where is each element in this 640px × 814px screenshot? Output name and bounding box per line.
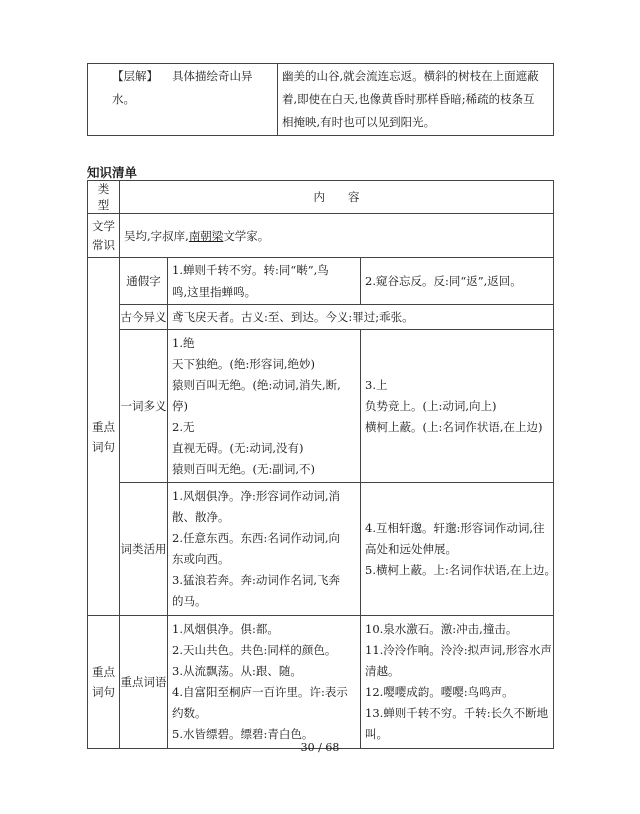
row-tongjiazi (88, 258, 554, 305)
layer-summary: 具体描绘奇山异水。 (112, 69, 253, 106)
top-table-right-cell (278, 64, 554, 136)
tongjiazi-left: 1.蝉则千转不穷。转:同“啭”,鸟 鸣,这里指蝉鸣。 (168, 258, 361, 305)
key-words-label: 重点词语 (120, 616, 168, 749)
knowledge-table (87, 180, 557, 749)
header-content: 内 容 (120, 181, 554, 214)
layer-label: 【层解】 (112, 69, 158, 83)
yiciduoyi-left: 1.绝 天下独绝。(绝:形容词,绝妙) 猿则百叫无绝。(绝:动词,消失,断, 停) 2.无 直视无碍。(无:动词,没有) 猿则百叫无绝。(无:副词,不) (168, 330, 361, 483)
yiciduoyi-label: 一词多义 (120, 330, 168, 483)
section-heading: 知识清单 (87, 165, 138, 180)
cileihuoyong-label: 词类活用 (120, 483, 168, 616)
table-header-row (88, 181, 554, 214)
top-table-left-cell (88, 64, 278, 136)
row-yiciduoyi (88, 330, 554, 483)
tongjiazi-label: 通假字 (120, 258, 168, 305)
cileihuoyong-left: 1.风烟俱净。净:形容词作动词,消 散、散净。 2.任意东西。东西:名词作动词,向 东或向西。 3.猛浪若奔。奔:动词作名词,飞奔 的马。 (168, 483, 361, 616)
literary-knowledge-label: 文学 常识 (88, 214, 120, 258)
literary-knowledge-content: 吴均,字叔庠,南朝梁文学家。 (120, 214, 554, 258)
row-cileihuoyong (88, 483, 554, 616)
row-gujin (88, 305, 554, 330)
translation-line: 相掩映,有时也可以见到阳光。 (282, 115, 436, 129)
key-words-left: 1.风烟俱净。俱:都。 2.天山共色。共色:同样的颜色。 3.从流飘荡。从:跟、随。 4.自富阳至桐庐一百许里。许:表示 约数。 5.水皆缥碧。缥碧:青白色。 (168, 616, 361, 749)
row-literary-knowledge (88, 214, 554, 258)
header-type: 类 型 (88, 181, 120, 214)
row-key-words (88, 616, 554, 749)
key-phrases-label-2: 重点 词句 (88, 616, 120, 749)
top-table (87, 63, 554, 136)
underlined-dynasty: 南朝梁 (188, 228, 224, 243)
tongjiazi-right: 2.窥谷忘反。反:同“返”,返回。 (361, 258, 554, 305)
translation-line: 幽美的山谷,就会流连忘返。横斜的树枝在上面遮蔽 (282, 69, 539, 83)
key-phrases-label: 重点 词句 (88, 258, 120, 616)
key-words-right: 10.泉水激石。激:冲击,撞击。 11.泠泠作响。泠泠:拟声词,形容水声 清越。 12.嘤嘤成韵。嘤嘤:鸟鸣声。 13.蝉则千转不穷。千转:长久不断地 叫。 (361, 616, 554, 749)
yiciduoyi-right: 3.上 负势竞上。(上:动词,向上) 横柯上蔽。(上:名词作状语,在上边) (361, 330, 554, 483)
gujin-label: 古今异义 (120, 305, 168, 330)
translation-line: 着,即使在白天,也像黄昏时那样昏暗;稀疏的枝条互 (282, 92, 535, 106)
cileihuoyong-right: 4.互相轩邈。轩邈:形容词作动词,往 高处和远处伸展。 5.横柯上蔽。上:名词作状语,在上边。 (361, 483, 554, 616)
gujin-content: 鸢飞戾天者。古义:至、到达。今义:罪过;乖张。 (168, 305, 554, 330)
page-number: 30 / 68 (300, 741, 340, 754)
